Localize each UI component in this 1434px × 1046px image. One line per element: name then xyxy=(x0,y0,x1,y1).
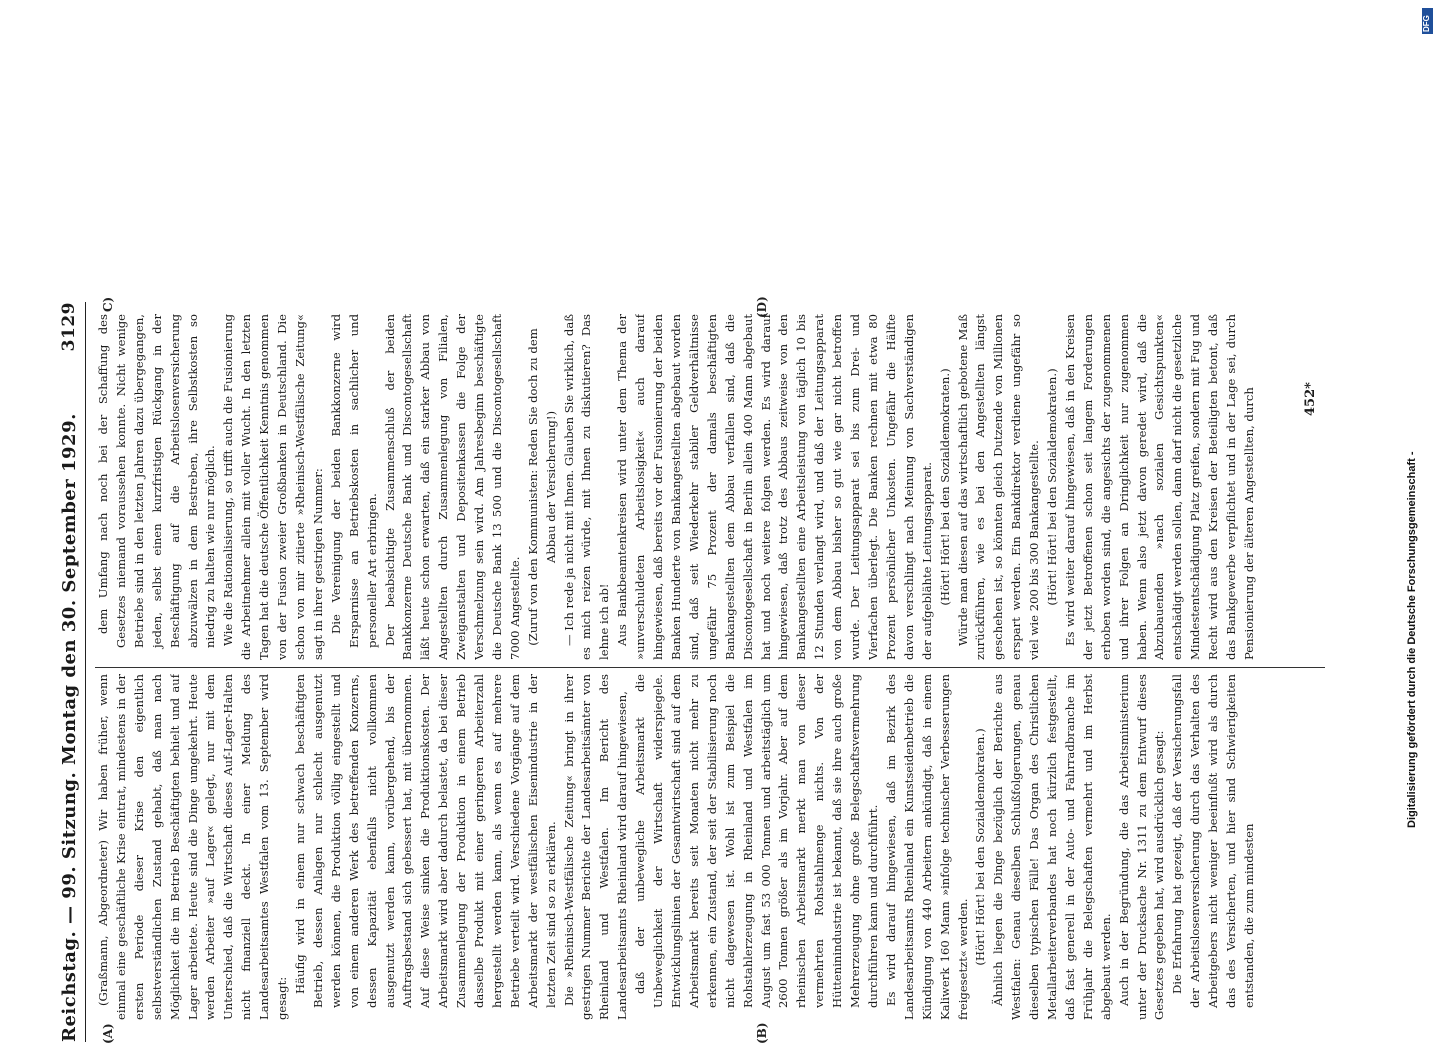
credit-text: Digitalisierung gefördert durch die Deutsche Forschungsgemeinschaft - xyxy=(1406,451,1418,828)
paragraph: Auch in der Begründung, die das Arbeitsministerium unter der Drucksache Nr. 1311 zu dem Entwurf dieses Gesetzes gegeben hat, wird ausdrücklich gesagt: xyxy=(1116,674,1167,1020)
left-column xyxy=(95,674,1335,1020)
paragraph: Aus Bankbeamtenkreisen wird unter dem Thema der »unverschuldeten Arbeitslosigkeit« auch darauf hingewiesen, daß bereits vor der Fusionierung der beiden Banken Hunderte von Bankangestellten abgebaut worden sind, daß seit Wiederkehr stabiler Geldverhältnisse ungefähr 75 Prozent der damals beschäftigten Bankangestellten dem Abbau verfallen sind, daß die Discontogesellschaft in Berlin allein 400 Mann abgebaut hat und noch weitere folgen werden. Es wird darauf hingewiesen, daß trotz des Abbaus zeitweise von den Bankangestellten eine Arbeitsleistung von täglich 10 bis 12 Stunden verlangt wird, und daß der Leitungsapparat von dem Abbau bisher so gut wie gar nicht betroffen wurde. Der Leitungsapparat sei bis zum Drei- und Vierfachen überlegt. Die Banken rechnen mit etwa 80 Prozent persönlicher Unkosten. Ungefähr die Hälfte davon verschlingt nach Meinung von Sachverständigen der aufgeblähte Leitungsapparat. xyxy=(615,314,934,660)
quote-paragraph: Die Vereinigung der beiden Bankkonzerne wird Ersparnisse an Betriebskosten in sachlicher und personeller Art erbringen. xyxy=(328,314,379,648)
logo-text: DFG xyxy=(1422,15,1431,32)
margin-mark-b: (B) xyxy=(755,1022,769,1044)
right-column xyxy=(95,314,1335,660)
quote-paragraph: dem Umfang nach noch bei der Schaffung des Gesetzes niemand voraussehen konnte. Nicht wenige Betriebe sind in den letzten Jahren dazu übergegangen, jeden, selbst einen kurzfristigen Rückgang in der Beschäftigung auf die Arbeitslosenversicherung abzuwälzen in dem Bestreben, ihre Selbstkosten so niedrig zu halten wie nur möglich. xyxy=(96,314,218,648)
margin-mark-c: C) xyxy=(101,296,115,312)
paragraph: Es wird darauf hingewiesen, daß im Bezirk des Landesarbeitsamts Rheinland ein Kunstseidenbetrieb die Kündigung von 440 Arbeitern ankündigt, daß in einem Kaliwerk 160 Mann »infolge technischer Verbesserungen freigesetzt« werden. xyxy=(883,674,970,1020)
interjection: (Zuruf von den Kommunisten: Reden Sie doch zu dem Abbau der Versicherung!) xyxy=(525,328,558,646)
quote-paragraph: Häufig wird in einem nur schwach beschäftigten Betrieb, dessen Anlagen nur schlecht ausgenutzt werden können, die Produktion völlig eingestellt und von einem anderen Werk des betreffenden Konzerns, dessen Kapazität ebenfalls nicht vollkommen ausgenutzt werden kann, vorübergehend, bis der Auftragsbestand sich gebessert hat, mit übernommen. Auf diese Weise sinken die Produktionskosten. Der Arbeitsmarkt wird aber dadurch belastet, da bei dieser Zusammenlegung der Produktion in einem Betrieb dasselbe Produkt mit einer geringeren Arbeiterzahl hergestellt werden kann, als wenn es auf mehrere Betriebe verteilt wird. Verschiedene Vorgänge auf dem Arbeitsmarkt der westfälischen Eisenindustrie in der letzten Zeit sind so zu erklären. xyxy=(292,674,558,1008)
paragraph: — Ich rede ja nicht mit Ihnen. Glauben Sie wirklich, daß es mich reizen würde, mit Ihnen zu diskutieren? Das lehne ich ab! xyxy=(561,314,612,660)
signature-mark: 452* xyxy=(1303,382,1318,416)
interjection: (Hört! Hört! bei den Sozialdemokraten.) xyxy=(937,368,952,606)
paragraph: Wie die Rationalisierung, so trifft auch die Fusionierung die Arbeitnehmer allein mit voller Wucht. In den letzten Tagen hat die deutsche Öffentlichkeit Kenntnis genommen von der Fusion zweier Großbanken in Deutschland. Die schon von mir zitierte »Rheinisch-Westfälische Zeitung« sagt in ihrer gestrigen Nummer: xyxy=(221,314,325,660)
paragraph: (Graßmann, Abgeordneter) Wir haben früher, wenn einmal eine geschäftliche Krise eintrat, mindestens in der ersten Periode dieser Krise den eigentlich selbstverständlichen Zustand gehabt, daß man nach Möglichkeit die im Betrieb Beschäftigten behielt und auf Lager arbeitete. Heute sind die Dinge umgekehrt. Heute werden Arbeiter »auf Lager« gelegt, nur mit dem Unterschied, daß die Wirtschaft dieses Auf-Lager-Halten nicht finanziell deckt. In einer Meldung des Landesarbeitsamtes Westfalen vom 13. September wird gesagt: xyxy=(96,674,290,1020)
interjection: (Hört! Hört! bei den Sozialdemokraten.) xyxy=(1045,368,1060,606)
quote-paragraph: daß der unbewegliche Arbeitsmarkt die Unbeweglichkeit der Wirtschaft widerspiegele. Entwicklungslinien der Gesamtwirtschaft sind auf dem Arbeitsmarkt bereits seit Monaten nicht mehr zu erkennen, ein Zustand, der seit der Stabilisierung noch nicht dagewesen ist. Wohl ist zum Beispiel die Rohstahlerzeugung in Rheinland und Westfalen im August um fast 53 000 Tonnen und arbeitstäglich um 2600 Tonnen größer als im Vorjahr. Aber auf dem rheinischen Arbeitsmarkt merkt man von dieser vermehrten Rohstahlmenge nichts. Von der Hütteninindustrie ist bekannt, daß sie ihre auch große Mehrerzeugung ohne große Belegschaftsvermehrung durchführen kann und durchführt. xyxy=(633,674,880,1008)
paragraph: Ähnlich liegen die Dinge bezüglich der Berichte aus Westfalen: Genau dieselben Schlußfolgerungen, genau dieselben typischen Fälle! Das Organ des Christlichen Metallarbeiterverbandes hat noch kürzlich festgestellt, daß fast generell in der Auto- und Fahrradbranche im Frühjahr die Belegschaften vermehrt und im Herbst abgebaut werden. xyxy=(991,674,1113,1020)
quote-paragraph: Die Erfahrung hat gezeigt, daß der Versicherungsfall der Arbeitslosenversicherung durch das Verhalten des Arbeitgebers nicht weniger beeinflußt wird als durch das des Versicherten, und hier sind Schwierigkeiten entstanden, die zum mindesten xyxy=(1170,674,1256,1008)
document-page xyxy=(55,294,1347,1046)
paragraph: Der beabsichtigte Zusammenschluß der beiden Bankkonzerne Deutsche Bank und Discontogesellschaft läßt heute schon erwarten, daß ein starker Abbau von Angestellten durch Zusammenlegung von Filialen, Zweiganstalten und Depositenkassen die Folge der Verschmelzung sein wird. Am Jahresbeginn beschäftigte die Deutsche Bank 13 500 und die Discontogesellschaft 7000 Angestellte. xyxy=(382,314,522,660)
paragraph: Die »Rheinisch-Westfälische Zeitung« bringt in ihrer gestrigen Nummer Berichte der Landesarbeitsämter von Rheinland und Westfalen. Im Bericht des Landesarbeitsamts Rheinland wird darauf hingewiesen, xyxy=(561,674,630,1020)
dfg-logo xyxy=(1422,8,1433,34)
header-title: Reichstag. — 99. Sitzung. Montag den 30. September 1929. xyxy=(59,413,80,1042)
margin-mark-a: (A) xyxy=(101,1023,115,1044)
interjection: (Hört! Hört! bei den Sozialdemokraten.) xyxy=(973,728,988,966)
margin-mark-d: (D) xyxy=(755,296,769,318)
digitization-credit xyxy=(1406,8,1428,828)
page-header xyxy=(55,302,86,1042)
paragraph: Es wird weiter darauf hingewiesen, daß in den Kreisen der jetzt Betroffenen schon seit langem Forderungen erhoben worden sind, die angesichts der zugenommenen und ihrer Folgen an Dringlichkeit nur zugenommen haben. Wenn also jetzt davon geredet wird, daß die Abzubauenden »nach sozialen Gesichtspunkten« entschädigt werden sollen, dann darf nicht die gesetzliche Mindestentschädigung Platz greifen, sondern mit Fug und Recht wird aus den Kreisen der Beteiligten betont, daß das Bankgewerbe verpflichtet und in der Lage sei, durch Pensionierung der älteren Angestellten, durch xyxy=(1062,314,1256,660)
page-number: 3129 xyxy=(59,302,79,352)
column-divider xyxy=(95,667,1325,668)
paragraph: Würde man diesen auf das wirtschaftlich gebotene Maß zurückführen, wie es bei den Angestellten längst geschehen ist, so könnten gleich Dutzende von Millionen erspart werden. Ein Bankdirektor verdiene ungefähr so viel wie 200 bis 300 Bankangestellte. xyxy=(955,314,1042,660)
